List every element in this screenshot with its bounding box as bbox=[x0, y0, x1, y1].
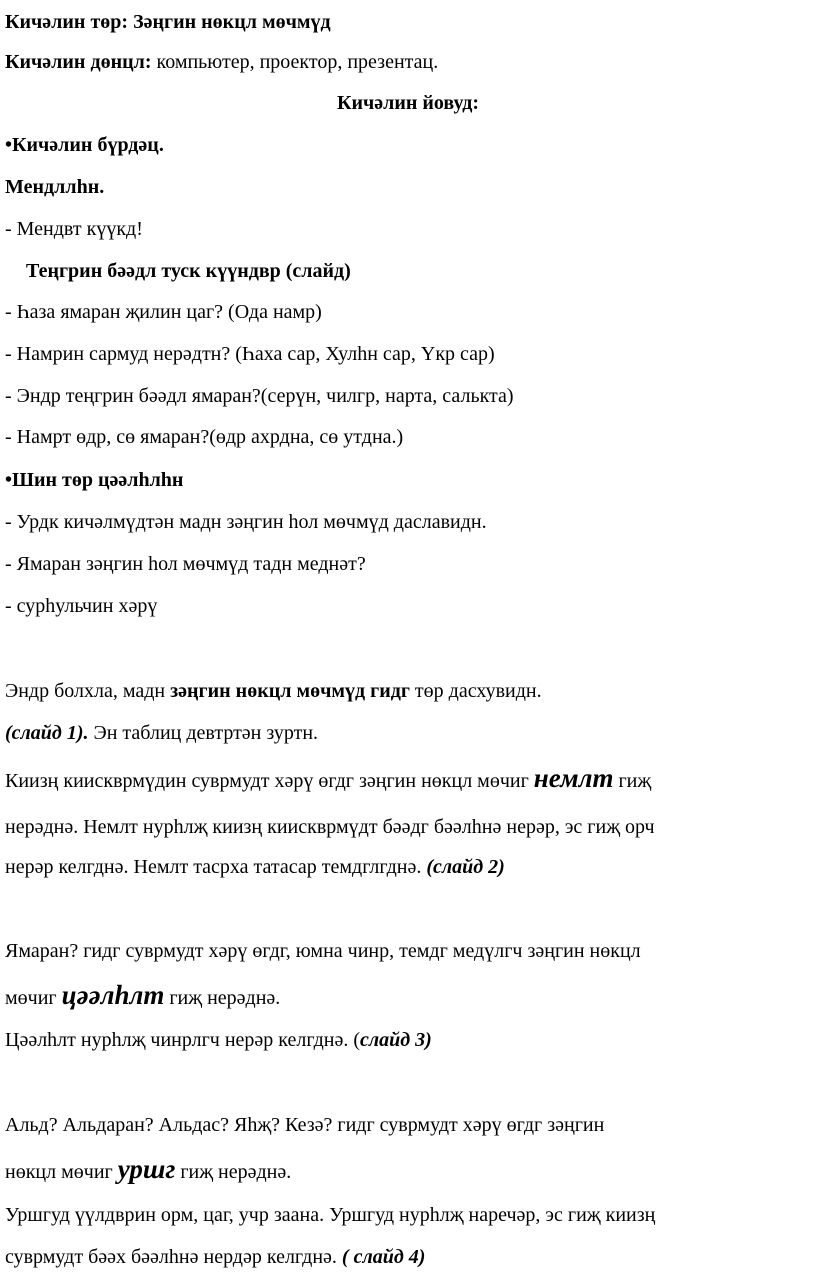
p6-line-2 bbox=[5, 1155, 291, 1186]
p7-line-2 bbox=[5, 1243, 425, 1271]
section-start-heading: •Кичәлин бүрдәц. bbox=[5, 134, 164, 156]
term-tsaelhlt: цәәлһлт bbox=[61, 980, 165, 1010]
p1-bold: зәңгин нөкцл мөчмүд гидг bbox=[170, 680, 410, 702]
greeting-line: - Мендвт күүкд! bbox=[5, 218, 143, 240]
question-3: - Эндр теңгрин бәәдл ямаран?(серүн, чилгр, нарта, салькта) bbox=[5, 385, 514, 407]
review-line-2: - Ямаран зәңгин һол мөчмүд тадн меднәт? bbox=[5, 553, 366, 575]
term-urshg: уршг bbox=[117, 1154, 176, 1184]
question-2: - Намрин сармуд нерәдтн? (Һаха сар, Хулһн сар, Үкр сар) bbox=[5, 343, 495, 365]
lesson-progress-heading: Кичәлин йовуд: bbox=[336, 92, 480, 114]
lesson-equipment-label: Кичәлин дөнцл: bbox=[5, 51, 152, 73]
p6-line2-pre: нөкцл мөчиг bbox=[5, 1161, 118, 1183]
p1-post: төр дасхувидн. bbox=[409, 680, 542, 702]
p4-line2-pre: мөчиг bbox=[5, 987, 62, 1009]
p6-line2-post: гиҗ нерәднә. bbox=[175, 1161, 292, 1183]
review-line-3: - сурһульчин хәрү bbox=[5, 595, 158, 617]
p4-line-2 bbox=[5, 981, 280, 1012]
lesson-topic bbox=[5, 8, 331, 36]
p2-text: Эн таблиц девтртән зуртн. bbox=[88, 722, 319, 744]
p5-text: Цәәлһлт нурһлҗ чинрлгч нерәр келгднә. ( bbox=[5, 1029, 360, 1051]
p5-slide: слайд 3) bbox=[360, 1029, 432, 1051]
slide-heading: Теңгрин бәәдл туск күүндвр (слайд) bbox=[26, 260, 351, 282]
p3-line-2: нерәднә. Немлт нурһлҗ киизң киискврмүдт бәәдг бәәлһнә нерәр, эс гиҗ орч bbox=[5, 816, 655, 838]
p3-line-1 bbox=[5, 764, 651, 795]
lesson-topic-text: Зәңгин нөкцл мөчмүд bbox=[128, 11, 331, 33]
p4-line2-post: гиҗ нерәднә. bbox=[164, 987, 281, 1009]
p3-line3-pre: нерәр келгднә. Немлт тасрха татасар темдглгднә. bbox=[5, 856, 427, 878]
term-nemlt: немлт bbox=[533, 763, 614, 793]
question-4: - Намрт өдр, сө ямаран?(өдр ахрдна, сө утдна.) bbox=[5, 426, 404, 448]
review-line-1: - Урдк кичәлмүдтән мадн зәңгин һол мөчмүд даславидн. bbox=[5, 511, 487, 533]
lesson-topic-label: Кичәлин төр: bbox=[5, 11, 129, 33]
paragraph-slide-1 bbox=[5, 719, 318, 747]
p4-line-1: Ямаран? гидг суврмудт хәрү өгдг, юмна чинр, темдг медүлгч зәңгин нөкцл bbox=[5, 940, 641, 962]
p7-line2-pre: суврмудт бәәх бәәлһнә нердәр келгднә. bbox=[5, 1246, 342, 1268]
p3-slide: (слайд 2) bbox=[426, 856, 505, 878]
p3-line1-post: гиҗ bbox=[613, 770, 652, 792]
question-1: - Һаза ямаран җилин цаг? (Ода намр) bbox=[5, 301, 322, 323]
p1-pre: Эндр болхла, мадн bbox=[5, 680, 171, 702]
lesson-equipment-text: компьютер, проектор, презентац. bbox=[151, 51, 439, 73]
p2-slide: (слайд 1). bbox=[5, 722, 89, 744]
p5-line bbox=[5, 1026, 432, 1054]
paragraph-topic bbox=[5, 677, 542, 705]
section-new-heading: •Шин төр цәәлһлһн bbox=[5, 469, 184, 491]
p7-slide: ( слайд 4) bbox=[341, 1246, 426, 1268]
lesson-equipment bbox=[5, 48, 438, 76]
p7-line-1: Уршгуд үүлдврин орм, цаг, учр заана. Уршгуд нурһлҗ наречәр, эс гиҗ киизң bbox=[5, 1204, 656, 1226]
p3-line-3 bbox=[5, 853, 505, 881]
p3-line1-pre: Киизң киискврмүдин суврмудт хәрү өгдг зәңгин нөкцл мөчиг bbox=[5, 770, 534, 792]
greeting-heading: Мендллһн. bbox=[5, 176, 105, 198]
p6-line-1: Альд? Альдаран? Альдас? Яһҗ? Кезә? гидг суврмудт хәрү өгдг зәңгин bbox=[5, 1114, 605, 1136]
